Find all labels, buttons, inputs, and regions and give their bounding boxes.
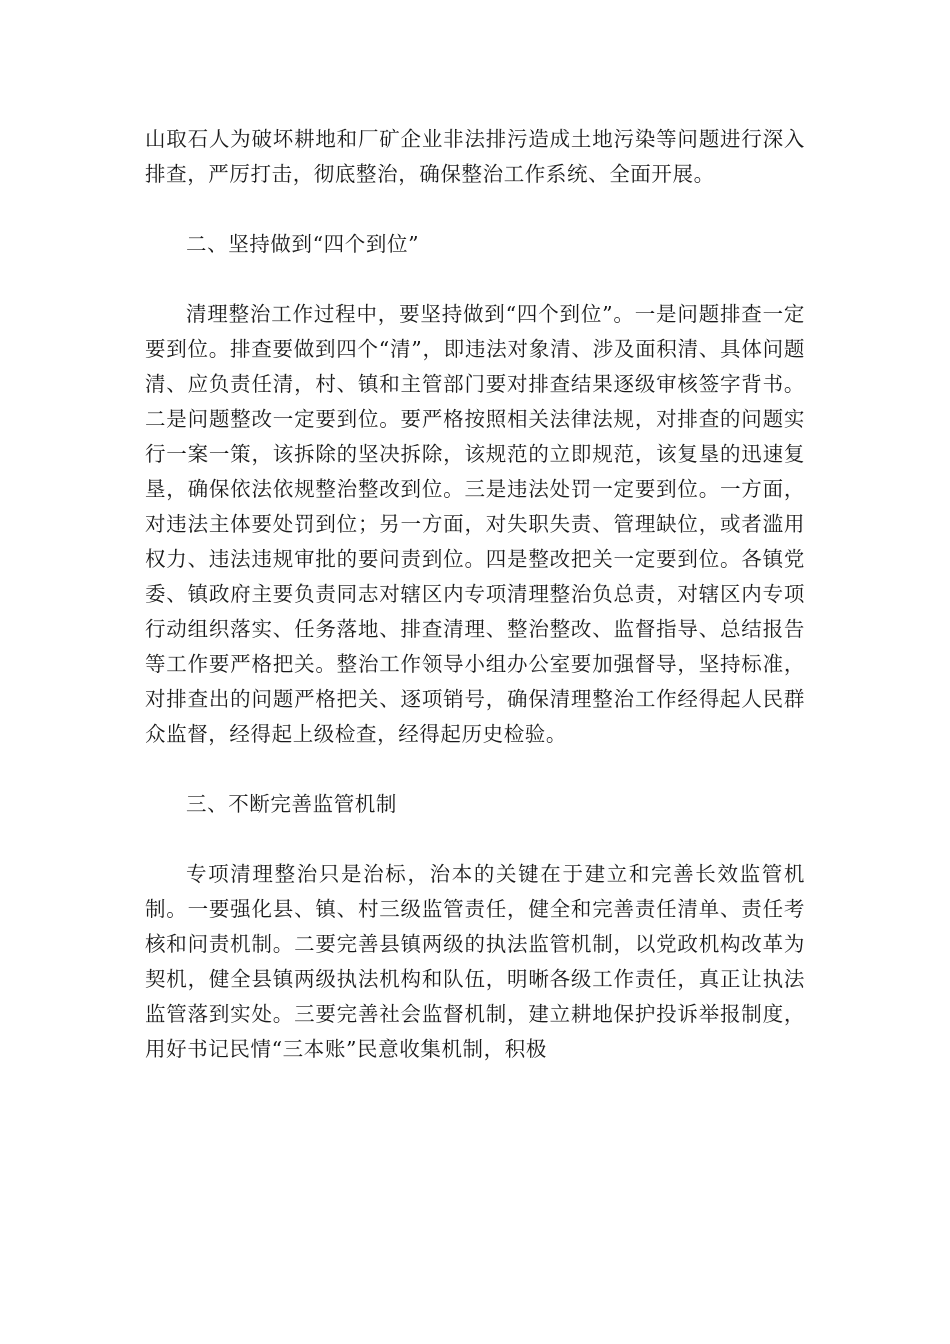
paragraph-supervision-mechanism: 专项清理整治只是治标，治本的关键在于建立和完善长效监管机制。一要强化县、镇、村三级监管责任，健全和完善责任清单、责任考核和问责机制。二要完善县镇两级的执法监管机制，以党政机构改革为契机，健全县镇两级执法机构和队伍，明晰各级工作责任，真正让执法监管落到实处。三要完善社会监督机制，建立耕地保护投诉举报制度，用好书记民情“三本账”民意收集机制，积极: [145, 862, 805, 1061]
section-heading-three: 三、不断完善监管机制: [186, 792, 397, 816]
document-body: [145, 122, 805, 1067]
section-heading-two: 二、坚持做到“四个到位”: [186, 232, 420, 256]
paragraph-continued: 山取石人为破坏耕地和厂矿企业非法排污造成土地污染等问题进行深入排查，严厉打击，彻底整治，确保整治工作系统、全面开展。: [145, 127, 805, 186]
paragraph-four-in-place: 清理整治工作过程中，要坚持做到“四个到位”。一是问题排查一定要到位。排查要做到四个“清”，即违法对象清、涉及面积清、具体问题清、应负责任清，村、镇和主管部门要对排查结果逐级审核签字背书。二是问题整改一定要到位。要严格按照相关法律法规，对排查的问题实行一案一策，该拆除的坚决拆除，该规范的立即规范，该复垦的迅速复垦，确保依法依规整治整改到位。三是违法处罚一定要到位。一方面，对违法主体要处罚到位；另一方面，对失职失责、管理缺位，或者滥用权力、违法违规审批的要问责到位。四是整改把关一定要到位。各镇党委、镇政府主要负责同志对辖区内专项清理整治负总责，对辖区内专项行动组织落实、任务落地、排查清理、整治整改、监督指导、总结报告等工作要严格把关。整治工作领导小组办公室要加强督导，坚持标准，对排查出的问题严格把关、逐项销号，确保清理整治工作经得起人民群众监督，经得起上级检查，经得起历史检验。: [145, 302, 805, 746]
